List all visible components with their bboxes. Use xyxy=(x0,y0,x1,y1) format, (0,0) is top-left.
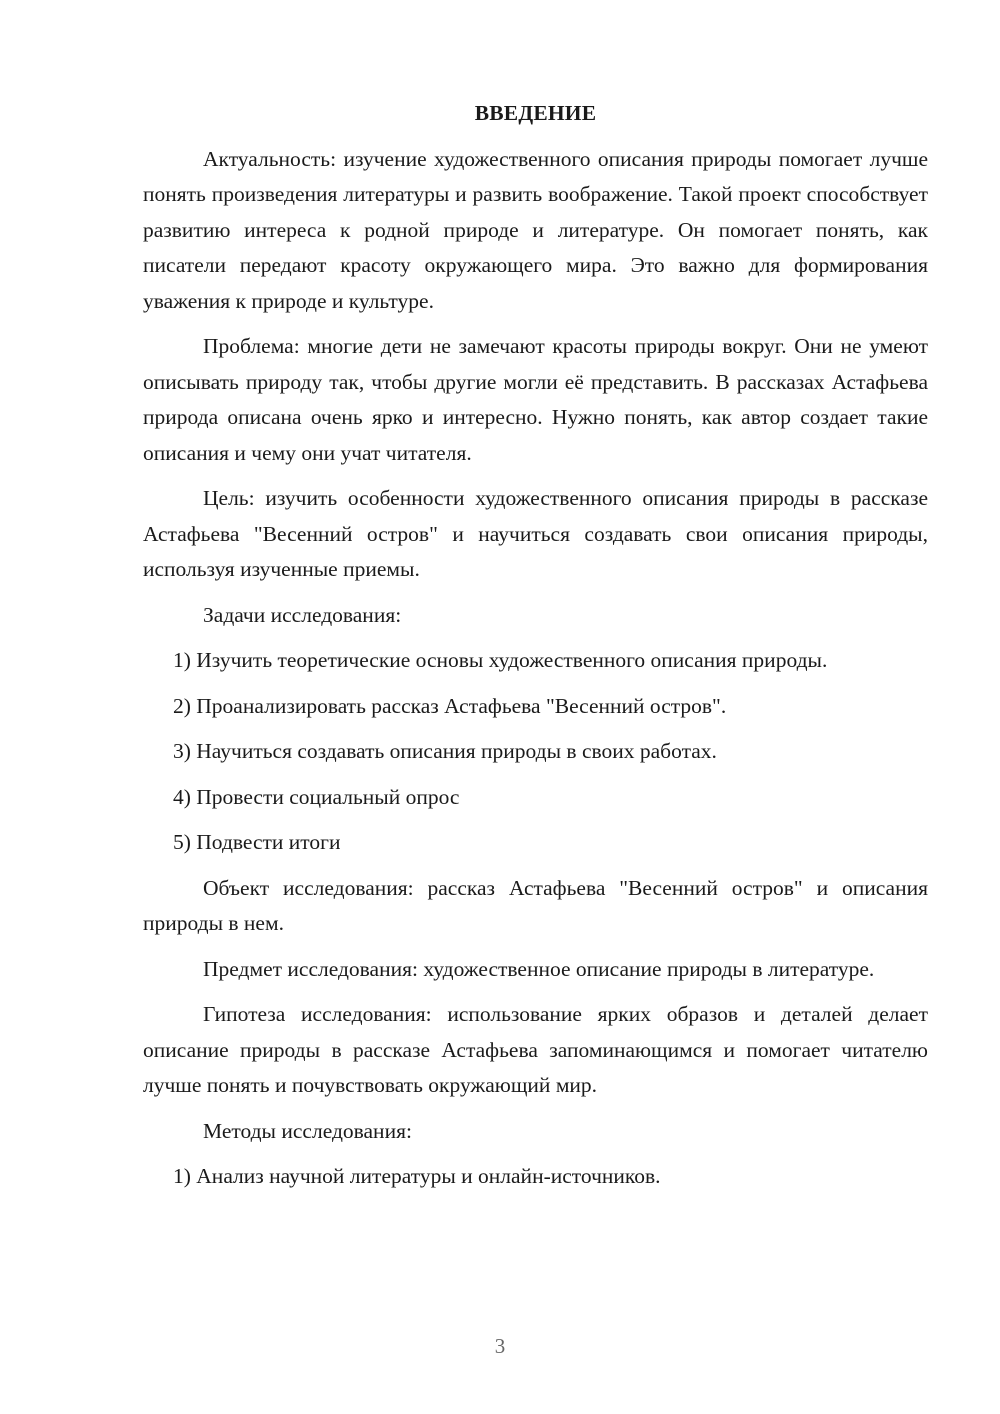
relevance-paragraph: Актуальность: изучение художественного описания природы помогает лучше понять произведения литературы и развить воображение. Такой проект способствует развитию интереса к родной природе и литературе. Он помогает понять, как писатели передают красоту окружающего мира. Это важно для формирования уважения к природе и культуре. xyxy=(143,146,928,313)
task-item-4: 4) Провести социальный опрос xyxy=(173,784,460,809)
subject-paragraph: Предмет исследования: художественное описание природы в литературе. xyxy=(203,956,875,981)
method-item-1: 1) Анализ научной литературы и онлайн-источников. xyxy=(173,1164,661,1188)
section-title: ВВЕДЕНИЕ xyxy=(474,101,597,125)
problem-paragraph: Проблема: многие дети не замечают красоты природы вокруг. Они не умеют описывать природу так, чтобы другие могли её представить. В рассказах Астафьева природа описана очень ярко и интересно. Нужно понять, как автор создает такие описания и чему они учат читателя. xyxy=(143,334,928,465)
task-item-2: 2) Проанализировать рассказ Астафьева "Весенний остров". xyxy=(173,693,727,718)
document-page xyxy=(143,96,928,1205)
tasks-heading: Задачи исследования: xyxy=(203,602,402,627)
object-paragraph: Объект исследования: рассказ Астафьева "Весенний остров" и описания природы в нем. xyxy=(143,875,928,935)
task-item-1: 1) Изучить теоретические основы художественного описания природы. xyxy=(173,648,828,672)
goal-paragraph: Цель: изучить особенности художественного описания природы в рассказе Астафьева "Весенний остров" и научиться создавать свои описания природы, используя изученные приемы. xyxy=(143,486,928,581)
hypothesis-paragraph: Гипотеза исследования: использование ярких образов и деталей делает описание природы в рассказе Астафьева запоминающимся и помогает читателю лучше понять и почувствовать окружающий мир. xyxy=(143,1002,928,1097)
task-item-5: 5) Подвести итоги xyxy=(173,830,341,854)
page-number: 3 xyxy=(494,1334,506,1358)
task-item-3: 3) Научиться создавать описания природы в своих работах. xyxy=(173,739,717,763)
methods-heading: Методы исследования: xyxy=(203,1118,412,1143)
